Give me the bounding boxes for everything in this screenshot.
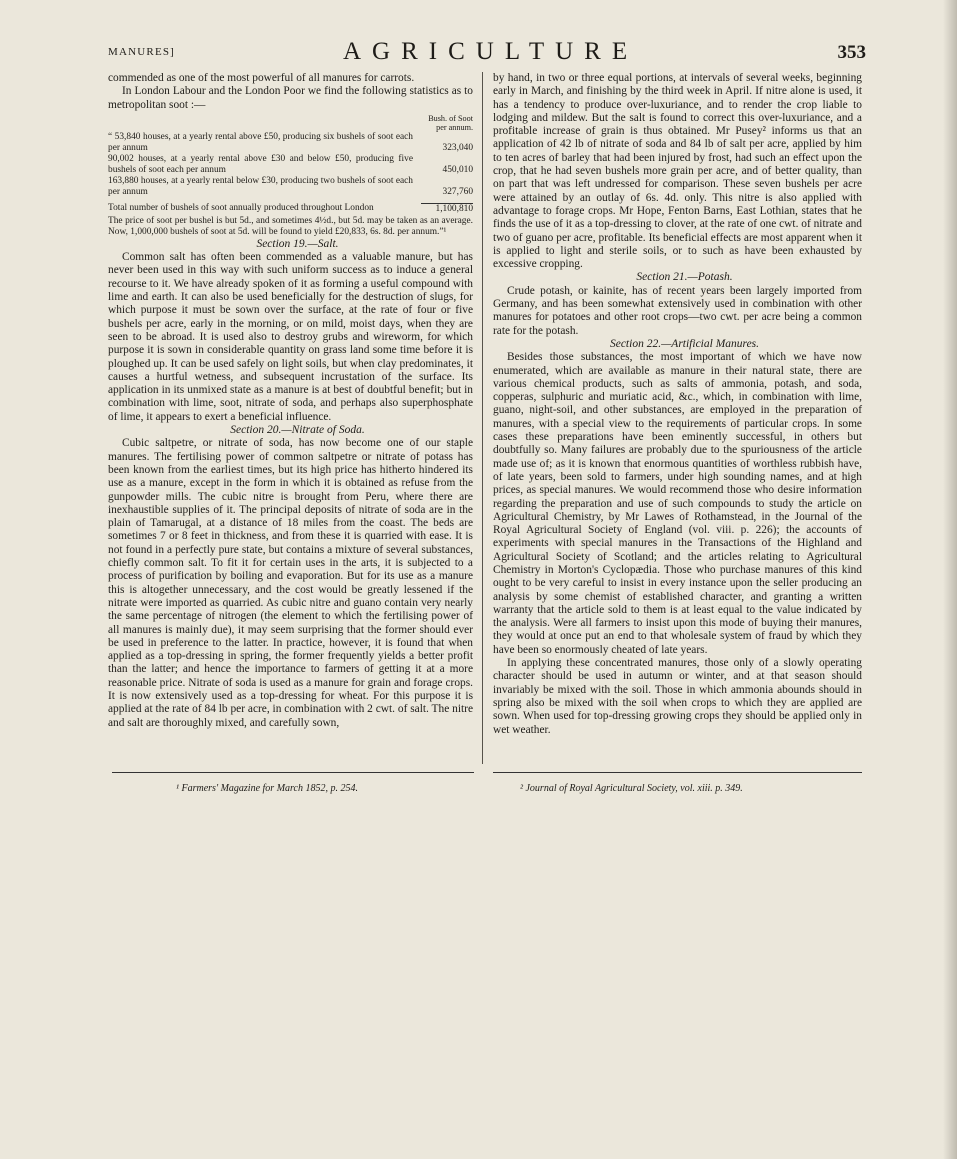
page-number: 353 bbox=[837, 42, 866, 63]
paragraph-nitrate: Cubic saltpetre, or nitrate of soda, has now become one of our staple manures. The fertilising power of common saltpetre or nitrate of potass has been known from the earliest times, but its high price has hitherto hindered its use as a manure, except in the form in which it is obtained as refuse from the gunpowder mills. The cubic nitre is brought from Peru, where there are inexhaustible supplies of it. The principal deposits of nitrate of soda are in the plain of Tamarugal, at a distance of 18 miles from the coast. The beds are sometimes 7 or 8 feet in thickness, and from these it is quarried with ease. It is not found in a perfectly pure state, but contains a mixture of several substances, chiefly common salt. To fit it for certain uses in the arts, it is subjected to a process of purification by boiling and evaporation. But for its use as a manure this is altogether unnecessary, and the cost would be greatly lessened if the nitrate were imported as quarried. As cubic nitre and guano contain very nearly the same percentage of nitrogen (the element to which the fertilising power of all manures is mainly due), it may seem surprising that the former should ever be used in preference to the latter. In practice, however, it is found that when applied as a top-dressing in spring, the former frequently yields a better profit than the latter; and hence the importance to farmers of getting it at a more reasonable price. Nitrate of soda is used as a manure for grain and forage crops. It is now extensively used as a top-dressing for wheat. For this purpose it is applied at the rate of 84 lb per acre, in combination with 2 cwt. of salt. The nitre and salt are thoroughly mixed, and carefully sown, bbox=[108, 437, 473, 729]
paragraph-salt: Common salt has often been commended as a valuable manure, but has never been used in this way with such uniform success as to induce a general recourse to it. We have already spoken of it as forming a useful compound with lime and earth. It can also be used beneficially for the destruction of slugs, for which purpose it must be sown over the surface, at the rate of four or five bushels per acre, early in the morning, or on mild, moist days, when they are seen to be abroad. It is used also to destroy grubs and wireworm, for which purpose it is sown in considerable quantity on grass land some time before it is ploughed up. It can be used safely on light soils, but when clay predominates, it causes a hurtful wetness, and subsequent incrustation of the surface. Its application in its unmixed state as a manure is at best of doubtful benefit; but in combination with lime, soot, nitrate of soda, and perhaps also superphosphate of lime, it appears to exert a beneficial influence. bbox=[108, 251, 473, 423]
page-edge-shadow bbox=[943, 0, 957, 1159]
paragraph-nitrate-continued: by hand, in two or three equal portions, at intervals of several weeks, beginning early in March, and finishing by the third week in April. If nitre alone is used, it has a tendency to produce over-luxuriance, and to render the crop liable to lodging and mildew. But the salt is found to correct this over-luxuriance, and a profitable increase of grain is thus obtained. Mr Pusey² informs us that an application of 42 lb of nitrate of soda and 84 lb of salt per acre, applied by him to ten acres of barley that had been injured by frost, had such an effect upon the crop, that he had seven bushels more grain per acre, and of better quality, than on part that was left undressed for comparison. These seven bushels per acre were attained by an outlay of 6s. 4d. only. This nitre is also applied with advantage to forage crops. Mr Hope, Fenton Barns, East Lothian, states that he finds the use of it as a top-dressing to clover, at the rate of one cwt. of nitrate and two of guano per acre, profitable. Its beneficial effects are most apparent when it is applied to light and sterile soils, or to such as have been exhausted by excessive cropping. bbox=[493, 72, 862, 271]
stats-row-value: 450,010 bbox=[442, 164, 473, 175]
stats-note: The price of soot per bushel is but 5d., and sometimes 4½d., but 5d. may be taken as an average. Now, 1,000,000 bushels of soot at 5d. will be found to yield £20,833, 6s. 8d. per annum.”¹ bbox=[108, 215, 473, 237]
stats-total-text: Total number of bushels of soot annually produced throughout London bbox=[108, 202, 374, 213]
section-22-heading: Section 22.—Artificial Manures. bbox=[609, 337, 760, 350]
stats-row bbox=[108, 132, 473, 154]
left-column bbox=[108, 72, 473, 730]
stats-row-value: 323,040 bbox=[442, 142, 473, 153]
stats-row-text: 90,002 houses, at a yearly rental above £30 and below £50, producing five bushels of soot each per annum bbox=[108, 153, 413, 175]
running-head: MANURES] bbox=[108, 46, 176, 58]
footnote-rule-right bbox=[493, 772, 862, 773]
stats-column-header: Bush. of Soot per annum. bbox=[428, 113, 473, 132]
paragraph-applying: In applying these concentrated manures, those only of a slowly operating character should be used in autumn or winter, and at that season should invariably be mixed with the soil. Those in which ammonia abounds should in spring also be mixed with the soil when crops to which they are applied are sown. When used for top-dressing growing crops they should be applied only in wet weather. bbox=[493, 657, 862, 736]
stats-total-value: 1,100,810 bbox=[421, 203, 473, 215]
soot-statistics-table bbox=[108, 114, 473, 238]
section-20-heading: Section 20.—Nitrate of Soda. bbox=[230, 424, 365, 437]
section-21-heading: Section 21.—Potash. bbox=[636, 271, 733, 284]
paragraph-artificial-manures: Besides those substances, the most important of which we have now enumerated, which are available as manure in their natural state, there are various chemical products, such as salts of ammonia, potash, and soda, copperas, sulphuric and muriatic acid, &c., which, in combination with lime, guano, night-soil, and other substances, are employed in the preparation of manures, with a special view to the requirements of particular crops. In some cases these preparations have been eminently successful, in others but doubtfully so. Many failures are probably due to the spuriousness of the article made use of; as it is known that enormous quantities of worthless rubbish have, of late years, been sold to farmers, under high sounding names, and at high prices, as special manures. We would recommend those who desire information regarding the preparation and use of such compounds to study the article on Agricultural Chemistry, by Mr Lawes of Rothamstead, in the Journal of the Royal Agricultural Society of England (vol. viii. p. 226); the accounts of experiments with special manures in the Transactions of the Highland and Agricultural Society of Scotland; and the articles relating to Agricultural Chemistry in Morton's Cyclopædia. Those who purchase manures of this kind ought to be very careful to insist in every instance upon the seller producing an analysis by some chemist of established character, and granting a written warranty that the article sold to them is at least equal to the value indicated by the analysis. Were all farmers to insist upon this mode of buying their manures, they would at once put an end to that wholesale system of fraud by which they have been so enormously cheated of late years. bbox=[493, 351, 862, 656]
stats-row-value: 327,760 bbox=[442, 186, 473, 197]
section-19-heading: Section 19.—Salt. bbox=[256, 237, 339, 250]
stats-row bbox=[108, 154, 473, 176]
paragraph-potash: Crude potash, or kainite, has of recent years been largely imported from Germany, and has been somewhat extensively used in combination with other manures for potatoes and other root crops—two cwt. per acre being a common rate for the potash. bbox=[493, 284, 862, 337]
footnote-left: ¹ Farmers' Magazine for March 1852, p. 254. bbox=[176, 783, 358, 794]
stats-row bbox=[108, 176, 473, 198]
footnote-rule-left bbox=[112, 772, 474, 773]
stats-row-text: “ 53,840 houses, at a yearly rental above £50, producing six bushels of soot each per annum bbox=[108, 131, 413, 153]
paragraph-london-labour: In London Labour and the London Poor we find the following statistics as to metropolitan soot :— bbox=[108, 85, 473, 111]
page-header bbox=[108, 40, 866, 66]
footnote-right: ² Journal of Royal Agricultural Society, vol. xiii. p. 349. bbox=[520, 783, 743, 794]
right-column bbox=[493, 72, 862, 737]
page-title: AGRICULTURE bbox=[343, 38, 639, 65]
column-divider bbox=[482, 72, 483, 764]
stats-total-row bbox=[108, 203, 473, 215]
paragraph-intro: commended as one of the most powerful of all manures for carrots. bbox=[108, 72, 415, 84]
stats-row-text: 163,880 houses, at a yearly rental below £30, producing two bushels of soot each per annum bbox=[108, 175, 413, 197]
